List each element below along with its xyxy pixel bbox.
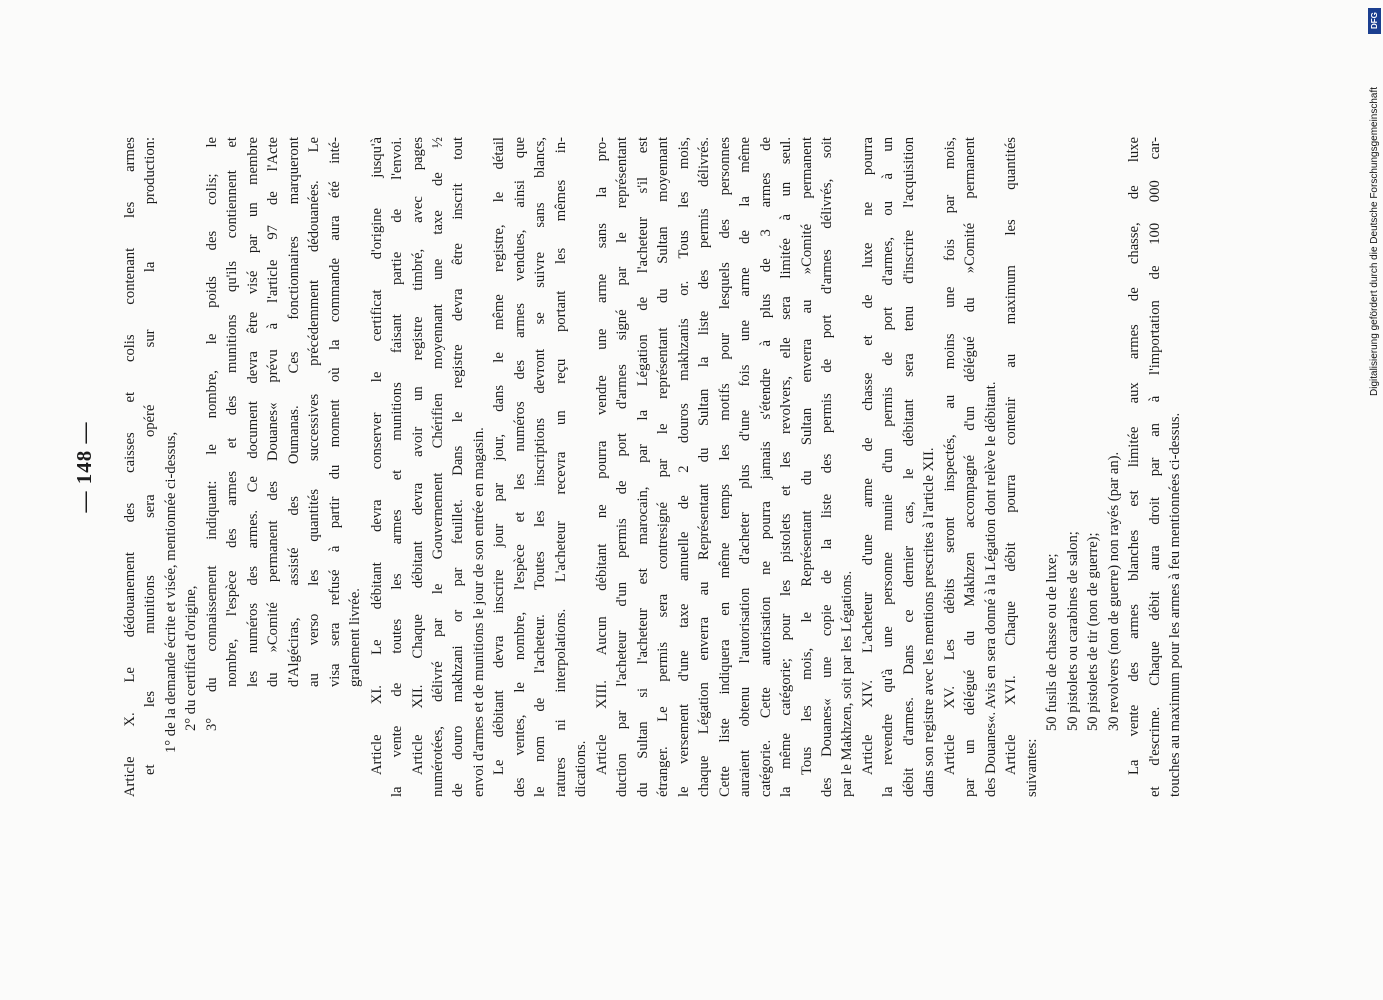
text-line: 30 revolvers (non de guerre) non rayés (par an).	[1105, 451, 1122, 731]
text-line: Le débitant devra inscrire jour par jour, dans le même registre, le détail	[491, 137, 508, 775]
text-line: Article X. Le dédouanement des caisses et colis contenant les armes	[122, 137, 138, 797]
text-line: la même catégorie; pour les pistolets et les revolvers, elle sera limitée à un seul.	[778, 137, 795, 797]
text-line: les numéros des armes. Ce document devra être visé par un membre	[244, 137, 261, 687]
text-line: Article XII. Chaque débitant devra avoir un registre timbré, avec pages	[409, 137, 426, 775]
text-line: La vente des armes blanches est limitée aux armes de chasse, de luxe	[1126, 137, 1143, 775]
text-line: la vente de toutes les armes et munitions faisant partie de l'envoi.	[389, 137, 406, 797]
digitization-credit: Digitalisierung gefördert durch die Deutsche Forschungsgemeinschaft	[1369, 86, 1380, 396]
text-line: du »Comité permanent des Douanes« prévu à l'article 97 de l'Acte	[265, 137, 282, 687]
text-line: touches au maximum pour les armes à feu mentionnées ci-dessus.	[1167, 412, 1183, 797]
text-line: visa sera refusé à partir du moment où la commande aura été inté-	[326, 137, 343, 687]
text-line: 3° du connaissement indiquant: le nombre, le poids des colis; le	[203, 137, 220, 731]
text-line: Cette liste indiquera en même temps les motifs pour lesquels des personnes	[716, 137, 733, 797]
text-line: et les munitions sera opéré sur la production:	[142, 137, 159, 775]
text-line: le nom de l'acheteur. Toutes les inscriptions devront se suivre sans blancs,	[532, 137, 549, 797]
text-line: catégorie. Cette autorisation ne pourra jamais s'étendre à plus de 3 armes de	[757, 137, 774, 797]
text-line: auraient obtenu l'autorisation d'acheter plus d'une fois une arme de la même	[737, 137, 754, 797]
text-line: la revendre qu'à une personne munie d'un permis de port d'armes, ou à un	[880, 137, 897, 797]
text-line: envoi d'armes et de munitions le jour de son entrée en magasin.	[470, 427, 487, 797]
text-line: le versement d'une taxe annuelle de 2 douros makhzanis or. Tous les mois,	[675, 137, 692, 797]
text-line: Article XI. Le débitant devra conserver le certificat d'origine jusqu'à	[368, 137, 385, 775]
text-line: et d'escrime. Chaque débit aura droit par an à l'importation de 100 000 car-	[1146, 137, 1163, 797]
text-line: par le Makhzen, soit par les Légations.	[839, 570, 856, 797]
text-line: du Sultan si l'acheteur est marocain, par la Légation de l'acheteur s'il est	[634, 137, 651, 797]
text-line: Article XV. Les débits seront inspectés, au moins une fois par mois,	[941, 137, 958, 775]
text-line: Tous les mois, le Représentant du Sultan enverra au »Comité permanent	[798, 137, 815, 775]
page-number: — 148 —	[72, 421, 96, 513]
text-line: débit d'armes. Dans ce dernier cas, le débitant sera tenu d'inscrire l'acquisition	[900, 137, 917, 797]
text-line: des ventes, le nombre, l'espèce et les numéros des armes vendues, ainsi que	[511, 137, 528, 797]
text-line: des Douanes« une copie de la liste des permis de port d'armes délivrés, soit	[818, 137, 835, 797]
text-line: étranger. Le permis sera contresigné par le représentant du Sultan moyennant	[655, 137, 672, 797]
text-line: chaque Légation enverra au Représentant du Sultan la liste des permis délivrés.	[696, 137, 713, 797]
text-line: des Douanes«. Avis en sera donné à la Légation dont relève le débitant.	[982, 381, 999, 797]
text-line: numérotées, délivré par le Gouvernement Chérifien moyennant une taxe de ½	[430, 137, 446, 797]
text-line: par un délégué du Makhzen accompagné d'un délégué du »Comité permanent	[962, 137, 979, 797]
rotated-text-frame	[72, 137, 1210, 797]
text-line: d'Algéciras, assisté des Oumanas. Ces fonctionnaires marqueront	[285, 137, 302, 687]
text-line: Article XIV. L'acheteur d'une arme de chasse et de luxe ne pourra	[859, 137, 876, 775]
text-line: gralement livrée.	[347, 588, 364, 687]
text-line: nombre, l'espèce des armes et des munitions qu'ils contiennent et	[224, 137, 241, 687]
text-line: dans son registre avec les mentions prescrites à l'article XII.	[921, 447, 938, 797]
text-line: Article XIII. Aucun débitant ne pourra vendre une arme sans la pro-	[593, 137, 610, 775]
text-line: duction par l'acheteur d'un permis de port d'armes signé par le représentant	[614, 137, 631, 797]
text-line: au verso les quantités successives précédemment dédouanées. Le	[306, 137, 323, 687]
text-line: dications.	[573, 740, 590, 797]
text-line: Article XVI. Chaque débit pourra contenir au maximum les quantités	[1003, 137, 1020, 775]
text-line: suivantes:	[1023, 738, 1040, 797]
text-line: 50 pistolets ou carabines de salon;	[1064, 531, 1081, 731]
text-line: 1° de la demande écrite et visée, mentionnée ci-dessus,	[162, 431, 179, 753]
text-line: ratures ni interpolations. L'acheteur recevra un reçu portant les mêmes in-	[552, 137, 569, 797]
text-line: 2° du certificat d'origine,	[183, 585, 200, 731]
text-line: de douro makhzani or par feuillet. Dans le registre devra être inscrit tout	[450, 137, 467, 797]
dfg-logo: DFG	[1368, 8, 1381, 34]
text-line: 50 pistolets de tir (non de guerre);	[1085, 532, 1102, 731]
text-line: 50 fusils de chasse ou de luxe;	[1044, 553, 1061, 731]
